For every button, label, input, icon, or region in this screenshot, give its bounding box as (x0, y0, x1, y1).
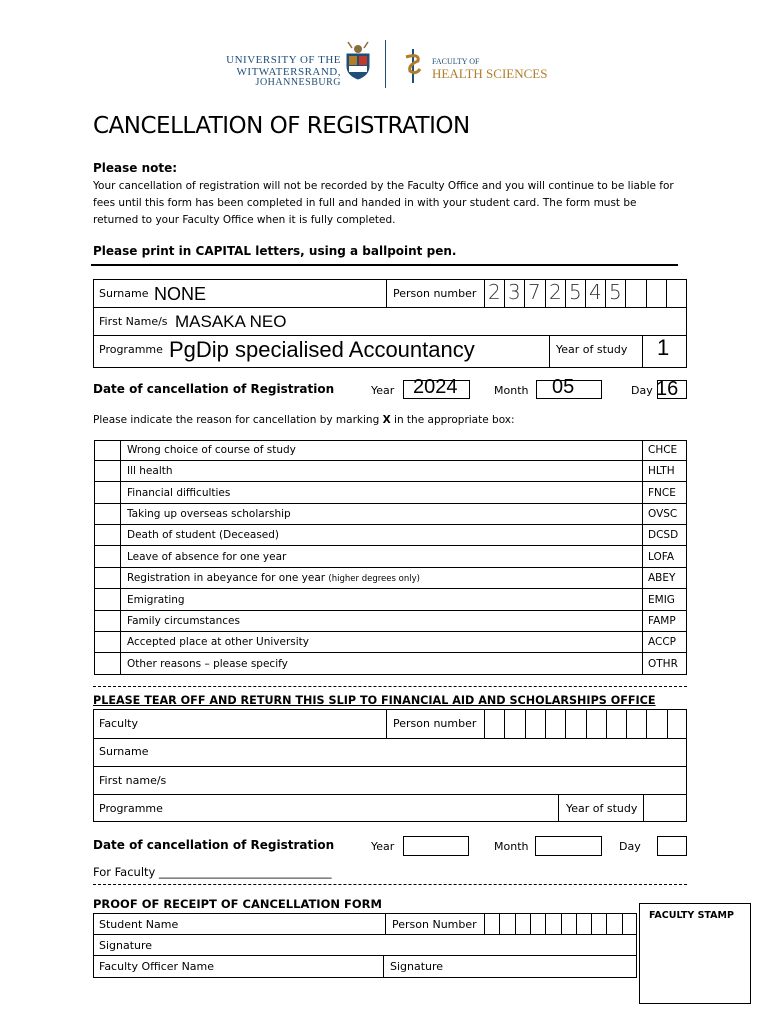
reason-code: HLTH (648, 465, 675, 477)
digit-divider (606, 709, 607, 738)
digit-divider (591, 913, 592, 934)
reason-row (94, 611, 687, 632)
reason-checkbox[interactable] (94, 568, 120, 588)
programme-field[interactable]: PgDip specialised Accountancy (169, 337, 475, 362)
col-divider (484, 913, 485, 934)
month-field[interactable]: 05 (552, 376, 575, 398)
col-divider (386, 279, 387, 307)
digit-divider (666, 279, 667, 307)
slip-year-label: Year (371, 840, 395, 853)
reason-code: DCSD (648, 529, 679, 541)
instruction-underline (91, 264, 678, 266)
reason-code: ACCP (648, 636, 676, 648)
reason-code: LOFA (648, 551, 674, 563)
digit-divider (504, 279, 505, 307)
col-divider (484, 279, 485, 307)
slip-first-name-label: First name/s (99, 774, 167, 787)
reason-label-text: Financial difficulties (127, 487, 231, 499)
reason-label (127, 615, 240, 627)
digit-divider (622, 913, 623, 934)
row-divider (93, 955, 637, 956)
digit-divider (499, 913, 500, 934)
tear-line (93, 686, 687, 687)
person-number-digit[interactable]: 2 (488, 280, 501, 304)
note-line2: fees until this form has been completed in full and handed in with your student card. The form must be (93, 197, 637, 209)
digit-divider (605, 279, 606, 307)
reason-checkbox[interactable] (94, 504, 120, 524)
reason-label-text: Registration in abeyance for one year (127, 572, 329, 584)
row-divider (93, 307, 687, 308)
reason-label (127, 636, 309, 648)
digit-divider (504, 709, 505, 738)
digit-divider (530, 913, 531, 934)
uni-name-line3: JOHANNESBURG (255, 77, 341, 88)
reason-row (94, 461, 687, 482)
faculty-name-line2: HEALTH SCIENCES (432, 66, 548, 81)
reason-label-text: Accepted place at other University (127, 636, 310, 648)
reason-checkbox[interactable] (94, 440, 120, 460)
reason-code: FNCE (648, 487, 676, 499)
reason-label (127, 529, 279, 541)
reason-label-text: Leave of absence for one year (127, 551, 287, 563)
slip-surname-label: Surname (99, 745, 149, 758)
for-faculty-line: For Faculty ______________________________ (93, 865, 332, 879)
uni-name-line1: UNIVERSITY OF THE (226, 54, 341, 66)
reason-checkbox[interactable] (94, 483, 120, 503)
reason-instruction-suffix: in the appropriate box: (390, 414, 515, 426)
digit-divider (515, 913, 516, 934)
digit-divider (625, 279, 626, 307)
reason-instruction-mark: X (382, 414, 391, 426)
reason-label-text: Family circumstances (127, 615, 240, 627)
col-divider (120, 440, 121, 675)
digit-divider (646, 279, 647, 307)
reason-instruction (93, 414, 515, 426)
reason-label-text: Ill health (127, 465, 173, 477)
reason-label (127, 658, 288, 670)
first-name-label: First Name/s (99, 315, 168, 328)
slip-month-field[interactable] (535, 836, 602, 856)
day-label: Day (631, 384, 653, 397)
person-number-digit[interactable]: 7 (528, 280, 541, 304)
instruction-text: Please print in CAPITAL letters, using a ballpoint pen. (93, 244, 457, 258)
note-line1: Your cancellation of registration will not be recorded by the Faculty Office and you will continue to be liable for (93, 180, 674, 192)
reason-label-text: Emigrating (127, 594, 185, 606)
reason-label (127, 465, 173, 477)
reason-label (127, 551, 286, 563)
digit-divider (565, 279, 566, 307)
digit-divider (585, 279, 586, 307)
slip-day-label: Day (619, 840, 641, 853)
digit-divider (565, 709, 566, 738)
reason-row (94, 590, 687, 611)
reason-label (127, 487, 230, 499)
col-divider (385, 913, 386, 934)
person-number-digit[interactable]: 5 (609, 280, 622, 304)
proof-person-number-label: Person Number (392, 918, 477, 931)
slip-date-label: Date of cancellation of Registration (93, 838, 335, 852)
health-sciences-icon (402, 47, 426, 85)
uni-name-line2: WITWATERSRAND, (236, 66, 341, 78)
slip-day-field[interactable] (657, 836, 687, 856)
row-divider (93, 738, 687, 739)
month-label: Month (494, 384, 529, 397)
reason-checkbox[interactable] (94, 611, 120, 631)
faculty-name-line1: FACULTY OF (432, 57, 480, 66)
first-name-field[interactable]: MASAKA NEO (175, 312, 287, 331)
digit-divider (646, 709, 647, 738)
digit-divider (626, 709, 627, 738)
row-divider (93, 934, 637, 935)
tear-line-2 (93, 884, 687, 885)
reason-label (127, 444, 296, 456)
surname-field[interactable]: NONE (154, 284, 207, 304)
slip-programme-label: Programme (99, 802, 163, 815)
slip-year-of-study-label: Year of study (566, 802, 638, 815)
reason-checkbox[interactable] (94, 632, 120, 652)
reason-label (127, 572, 420, 584)
reason-row (94, 440, 687, 461)
digit-divider (576, 913, 577, 934)
col-divider (484, 709, 485, 738)
reason-checkbox[interactable] (94, 525, 120, 545)
reason-label-text: Death of student (Deceased) (127, 529, 280, 541)
digit-divider (545, 709, 546, 738)
faculty-stamp-label: FACULTY STAMP (649, 910, 734, 921)
reason-row (94, 654, 687, 675)
year-label: Year (371, 384, 395, 397)
reason-checkbox[interactable] (94, 590, 120, 610)
reason-row (94, 547, 687, 568)
reason-checkbox[interactable] (94, 547, 120, 567)
col-divider (549, 335, 550, 368)
slip-heading: PLEASE TEAR OFF AND RETURN THIS SLIP TO FINANCIAL AID AND SCHOLARSHIPS OFFICE (93, 694, 656, 707)
reason-label-text: Taking up overseas scholarship (127, 508, 291, 520)
digit-divider (561, 913, 562, 934)
proof-signature2-label: Signature (390, 960, 444, 973)
reason-code: FAMP (648, 615, 676, 627)
digit-divider (524, 279, 525, 307)
reason-label (127, 594, 185, 606)
slip-year-field[interactable] (403, 836, 469, 856)
person-number-digit[interactable]: 5 (569, 280, 582, 304)
person-number-digit[interactable]: 4 (589, 280, 602, 304)
digit-divider (667, 709, 668, 738)
digit-divider (545, 279, 546, 307)
col-divider (642, 335, 643, 368)
col-divider (642, 440, 643, 675)
reason-code: OTHR (648, 658, 678, 670)
slip-month-label: Month (494, 840, 529, 853)
person-number-digit[interactable]: 3 (508, 280, 521, 304)
digit-divider (586, 709, 587, 738)
date-label: Date of cancellation of Registration (93, 382, 335, 396)
row-divider (93, 766, 687, 767)
row-divider (93, 794, 687, 795)
reason-label-note: (higher degrees only) (328, 574, 420, 584)
reason-code: ABEY (648, 572, 676, 584)
note-heading: Please note: (93, 161, 178, 175)
slip-faculty-label: Faculty (99, 717, 138, 730)
proof-signature-label: Signature (99, 939, 153, 952)
digit-divider (525, 709, 526, 738)
reason-checkbox[interactable] (94, 654, 120, 675)
reason-instruction-text: Please indicate the reason for cancellation by marking (93, 414, 383, 426)
note-line3: returned to your Faculty Office when it is fully completed. (93, 214, 396, 226)
programme-label: Programme (99, 343, 163, 356)
proof-officer-label: Faculty Officer Name (99, 960, 215, 973)
proof-heading: PROOF OF RECEIPT OF CANCELLATION FORM (93, 897, 382, 911)
reason-code: OVSC (648, 508, 678, 520)
year-of-study-label: Year of study (556, 343, 628, 356)
reason-row (94, 632, 687, 653)
col-divider (643, 794, 644, 822)
reason-checkbox[interactable] (94, 461, 120, 481)
reason-label (127, 508, 291, 520)
day-field[interactable]: 16 (656, 378, 679, 400)
person-number-label: Person number (393, 287, 477, 300)
crest-icon (344, 40, 372, 80)
reason-code: EMIG (648, 594, 675, 606)
col-divider (558, 794, 559, 822)
surname-label: Surname (99, 287, 149, 300)
year-field[interactable]: 2024 (413, 376, 458, 398)
page-title: CANCELLATION OF REGISTRATION (93, 113, 470, 139)
logo-divider (385, 40, 386, 88)
slip-person-number-label: Person number (393, 717, 477, 730)
digit-divider (606, 913, 607, 934)
person-number-digit[interactable]: 2 (549, 280, 562, 304)
col-divider (386, 709, 387, 738)
reason-row (94, 525, 687, 546)
proof-student-name-label: Student Name (99, 918, 179, 931)
digit-divider (545, 913, 546, 934)
reason-row (94, 483, 687, 504)
year-of-study-field[interactable]: 1 (657, 335, 670, 360)
reason-label-text: Wrong choice of course of study (127, 444, 296, 456)
reason-label-text: Other reasons – please specify (127, 658, 288, 670)
reason-row (94, 504, 687, 525)
col-divider (383, 955, 384, 978)
reason-row (94, 568, 687, 589)
reason-code: CHCE (648, 444, 678, 456)
row-divider (93, 335, 687, 336)
